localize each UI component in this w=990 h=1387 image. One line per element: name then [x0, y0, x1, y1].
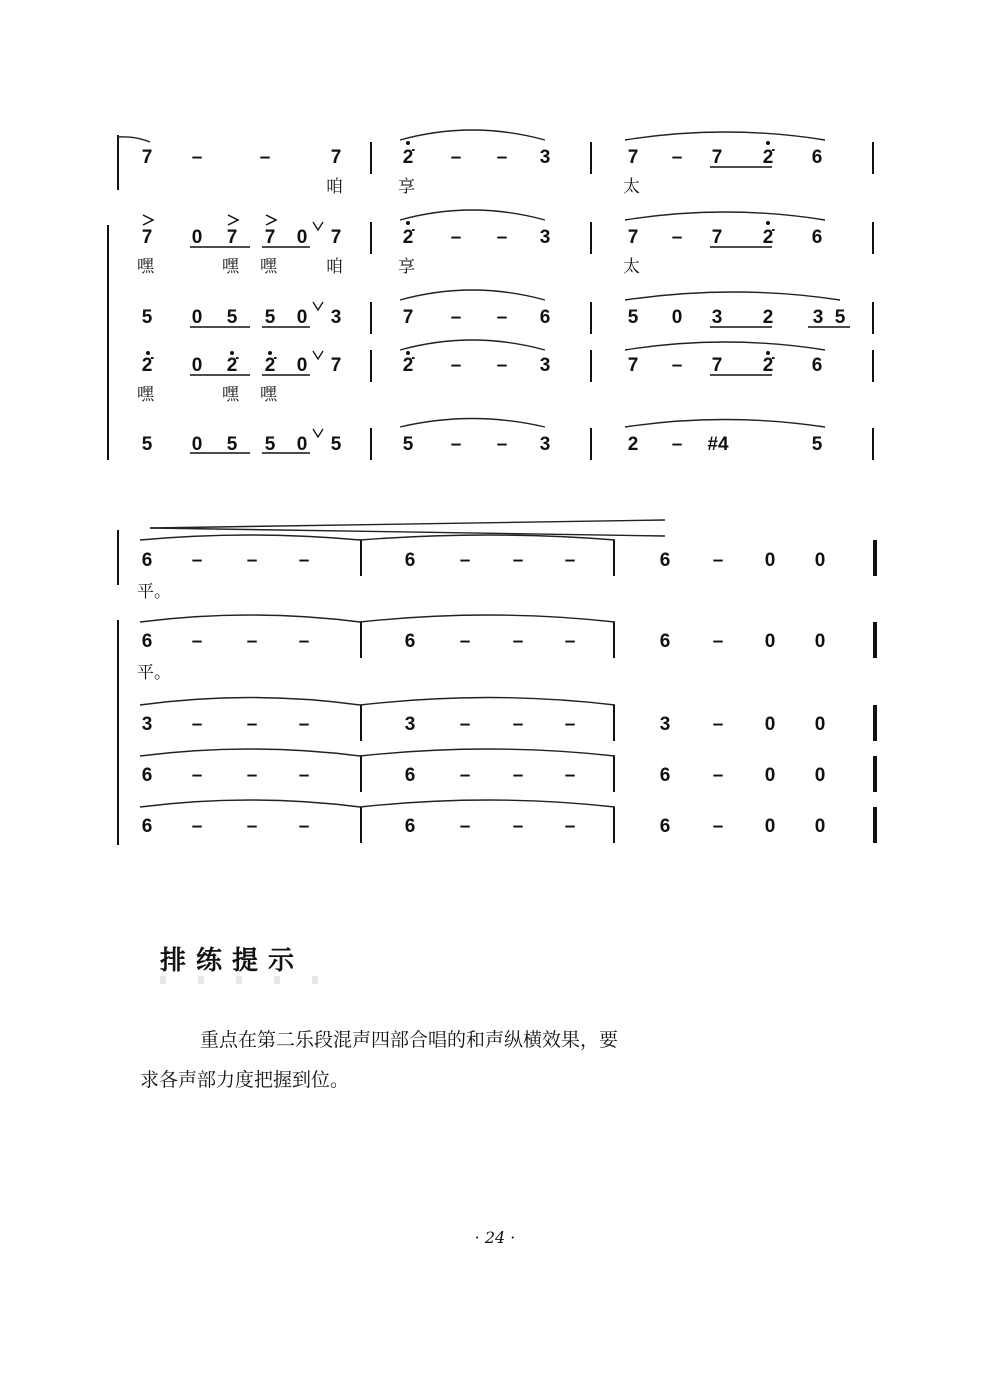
lyric: 享 — [398, 177, 415, 197]
dash: – — [712, 714, 724, 735]
note: 3 — [812, 307, 824, 328]
note: 7 — [627, 227, 639, 248]
note: #4 — [707, 434, 729, 455]
note: 2 — [627, 434, 639, 455]
note: 6 — [404, 765, 416, 786]
note: 0 — [296, 355, 308, 376]
dash: – — [564, 631, 576, 652]
dash: – — [246, 550, 258, 571]
lyric: 太 — [623, 257, 640, 277]
note: 0 — [764, 714, 776, 735]
note: 7 — [330, 227, 342, 248]
lyric: 嘿 — [137, 385, 154, 405]
dash: – — [512, 714, 524, 735]
rehearsal-tips-line-1: 重点在第二乐段混声四部合唱的和声纵横效果，要 — [200, 1029, 619, 1051]
note: 0 — [191, 355, 203, 376]
note: 0 — [296, 307, 308, 328]
note: 5 — [264, 307, 276, 328]
dash: – — [671, 434, 683, 455]
note: 6 — [404, 631, 416, 652]
dash: – — [459, 714, 471, 735]
dash: – — [712, 765, 724, 786]
dash: – — [496, 434, 508, 455]
note: 2̇ — [402, 147, 414, 168]
note: 0 — [764, 550, 776, 571]
lyric: 平。 — [137, 663, 171, 683]
note: 0 — [814, 765, 826, 786]
note: 5 — [811, 434, 823, 455]
note: 0 — [191, 307, 203, 328]
note: 2̇ — [762, 147, 774, 168]
dash: – — [459, 765, 471, 786]
dash: – — [512, 816, 524, 837]
dash: – — [512, 631, 524, 652]
note: 7 — [711, 227, 723, 248]
lyric: 嘿 — [222, 385, 239, 405]
note: 3 — [539, 227, 551, 248]
note: 6 — [659, 631, 671, 652]
note: 6 — [539, 307, 551, 328]
note: 6 — [141, 631, 153, 652]
note: 0 — [191, 227, 203, 248]
dash: – — [298, 765, 310, 786]
note: 5 — [141, 434, 153, 455]
dash: – — [459, 816, 471, 837]
dash: – — [564, 816, 576, 837]
note: 3 — [711, 307, 723, 328]
note: 2̇ — [141, 355, 153, 376]
note: 3 — [539, 355, 551, 376]
note: 7 — [627, 355, 639, 376]
dash: – — [671, 355, 683, 376]
dash: – — [496, 147, 508, 168]
dash: – — [564, 714, 576, 735]
note: 5 — [226, 307, 238, 328]
note: 0 — [191, 434, 203, 455]
dash: – — [496, 355, 508, 376]
dash: – — [298, 550, 310, 571]
note: 0 — [814, 631, 826, 652]
note: 3 — [330, 307, 342, 328]
dash: – — [512, 765, 524, 786]
dash: – — [564, 550, 576, 571]
note: 3 — [659, 714, 671, 735]
dash: – — [459, 550, 471, 571]
dash: – — [450, 307, 462, 328]
dash: – — [712, 631, 724, 652]
lyric: 嘿 — [137, 257, 154, 277]
lyric: 嘿 — [260, 257, 277, 277]
dash: – — [298, 714, 310, 735]
note: 0 — [764, 631, 776, 652]
lyric: 咱 — [326, 177, 343, 197]
rehearsal-tips-heading: 排练提示 — [160, 946, 305, 976]
note: 6 — [659, 550, 671, 571]
dash: – — [259, 147, 271, 168]
dash: – — [450, 355, 462, 376]
note: 3 — [404, 714, 416, 735]
note: 0 — [671, 307, 683, 328]
note: 0 — [814, 550, 826, 571]
heading-decoration — [160, 976, 320, 984]
dash: – — [496, 227, 508, 248]
dash: – — [191, 816, 203, 837]
note: 7 — [141, 147, 153, 168]
dash: – — [712, 816, 724, 837]
dash: – — [298, 816, 310, 837]
dash: – — [712, 550, 724, 571]
note: 6 — [404, 816, 416, 837]
note: 0 — [296, 434, 308, 455]
note: 5 — [834, 307, 846, 328]
lyric: 太 — [623, 177, 640, 197]
note: 5 — [141, 307, 153, 328]
dash: – — [450, 434, 462, 455]
note: 7 — [141, 227, 153, 248]
note: 7 — [627, 147, 639, 168]
dash: – — [246, 765, 258, 786]
note: 7 — [264, 227, 276, 248]
dash: – — [246, 714, 258, 735]
dash: – — [191, 765, 203, 786]
dash: – — [671, 227, 683, 248]
note: 0 — [764, 816, 776, 837]
lyric: 嘿 — [222, 257, 239, 277]
dash: – — [298, 631, 310, 652]
dash: – — [246, 631, 258, 652]
dash: – — [459, 631, 471, 652]
dash: – — [191, 714, 203, 735]
note: 6 — [811, 227, 823, 248]
note: 2 — [762, 307, 774, 328]
note: 6 — [404, 550, 416, 571]
dash: – — [191, 550, 203, 571]
note: 6 — [811, 355, 823, 376]
note: 3 — [141, 714, 153, 735]
lyric: 享 — [398, 257, 415, 277]
note: 2̇ — [402, 355, 414, 376]
note: 7 — [226, 227, 238, 248]
lyric: 嘿 — [260, 385, 277, 405]
note: 5 — [264, 434, 276, 455]
note: 6 — [141, 765, 153, 786]
dash: – — [671, 147, 683, 168]
note: 2̇ — [226, 355, 238, 376]
note: 5 — [330, 434, 342, 455]
note: 7 — [711, 147, 723, 168]
note: 7 — [330, 355, 342, 376]
note: 5 — [627, 307, 639, 328]
lyric: 平。 — [137, 582, 171, 602]
note: 2̇ — [402, 227, 414, 248]
dash: – — [191, 631, 203, 652]
note: 6 — [141, 550, 153, 571]
note: 6 — [141, 816, 153, 837]
note: 5 — [402, 434, 414, 455]
rehearsal-tips-line-2: 求各声部力度把握到位。 — [140, 1069, 350, 1091]
dash: – — [564, 765, 576, 786]
note: 6 — [659, 816, 671, 837]
note: 2̇ — [264, 355, 276, 376]
note: 3 — [539, 147, 551, 168]
dash: – — [496, 307, 508, 328]
note: 6 — [659, 765, 671, 786]
note: 5 — [226, 434, 238, 455]
note: 7 — [711, 355, 723, 376]
note: 7 — [402, 307, 414, 328]
note: 0 — [296, 227, 308, 248]
dash: – — [450, 147, 462, 168]
note: 0 — [764, 765, 776, 786]
note: 3 — [539, 434, 551, 455]
dash: – — [246, 816, 258, 837]
page-number: · 24 · — [474, 1228, 516, 1247]
dash: – — [450, 227, 462, 248]
note: 0 — [814, 816, 826, 837]
dash: – — [512, 550, 524, 571]
lyric: 咱 — [326, 257, 343, 277]
note: 7 — [330, 147, 342, 168]
note: 2̇ — [762, 355, 774, 376]
note: 6 — [811, 147, 823, 168]
note: 0 — [814, 714, 826, 735]
note: 2̇ — [762, 227, 774, 248]
dash: – — [191, 147, 203, 168]
